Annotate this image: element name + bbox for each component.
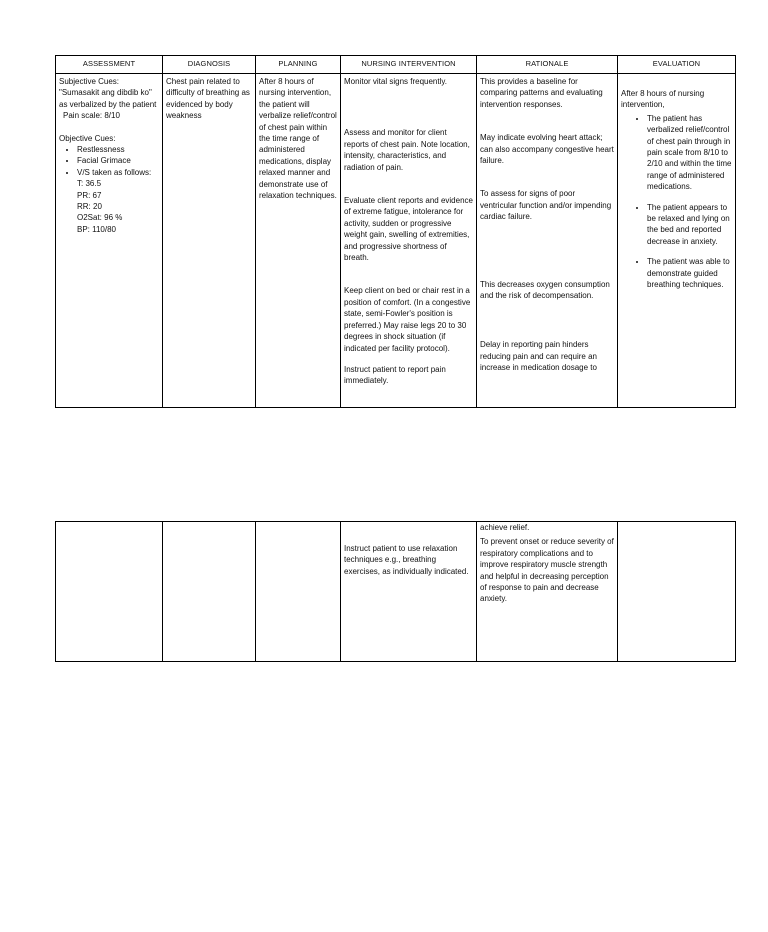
- header-evaluation: EVALUATION: [618, 56, 736, 74]
- table-row: [56, 74, 736, 408]
- list-item: • Restlessness: [77, 144, 159, 155]
- rationale-item: This provides a baseline for comparing patterns and evaluating intervention responses.: [480, 77, 603, 109]
- vital-pulse: PR: 67: [77, 190, 102, 200]
- pain-scale: Pain scale: 8/10: [63, 111, 120, 121]
- planning-cell-empty: [256, 522, 341, 662]
- evaluation-list: [621, 113, 732, 291]
- evaluation-intro: After 8 hours of nursing intervention,: [621, 89, 705, 110]
- intervention-item: Instruct patient to use relaxation techniques e.g., breathing exercises, as individually indicated.: [344, 544, 469, 576]
- rationale-item: Delay in reporting pain hinders reducing pain and can require an increase in medication dosage to: [480, 340, 597, 373]
- vital-bp: BP: 110/80: [77, 224, 116, 234]
- intervention-cell: [341, 74, 477, 408]
- list-item: • The patient has verbalized relief/control of chest pain through in pain scale from 8/10 to 2/10 and within the time range of administered medications.: [647, 113, 732, 193]
- evaluation-cell: [618, 74, 736, 408]
- header-row: [56, 56, 736, 74]
- assessment-cell: [56, 74, 163, 408]
- rationale-item: To assess for signs of poor ventricular function and/or impending cardiac failure.: [480, 189, 612, 222]
- rationale-item: To prevent onset or reduce severity of respiratory complications and to improve respiratory muscle strength and helpful in decreasing perception of response to pain and decrease anxiety.: [480, 537, 614, 604]
- list-item: • Facial Grimace: [77, 155, 159, 166]
- assessment-cell-empty: [56, 522, 163, 662]
- header-diagnosis: DIAGNOSIS: [163, 56, 256, 74]
- subjective-quote: "Sumasakit ang dibdib ko" as verbalized by the patient: [59, 88, 157, 109]
- rationale-cell: [477, 74, 618, 408]
- intervention-item: Monitor vital signs frequently.: [344, 77, 448, 86]
- rationale-cell: [477, 522, 618, 662]
- diagnosis-cell-empty: [163, 522, 256, 662]
- header-rationale: RATIONALE: [477, 56, 618, 74]
- header-nursing-intervention: NURSING INTERVENTION: [341, 56, 477, 74]
- vital-temp: T: 36.5: [77, 179, 102, 189]
- rationale-item: This decreases oxygen consumption and the risk of decompensation.: [480, 279, 610, 301]
- header-assessment: ASSESSMENT: [56, 56, 163, 74]
- intervention-cell: [341, 522, 477, 662]
- care-plan-table-page1: [55, 55, 736, 408]
- evaluation-cell-empty: [618, 522, 736, 662]
- table-row: [56, 522, 736, 662]
- planning-cell: After 8 hours of nursing intervention, the patient will verbalize relief/control of chest pain within the time range of administered medications, display relaxed manner and demonstrate use of relaxation techniques.: [256, 74, 341, 408]
- list-item: • The patient appears to be relaxed and lying on the bed and reported decrease in anxiety.: [647, 202, 732, 248]
- intervention-item: Instruct patient to report pain immediately.: [344, 364, 446, 386]
- objective-list: [59, 144, 159, 178]
- vital-resp: RR: 20: [77, 202, 102, 212]
- intervention-item: Keep client on bed or chair rest in a position of comfort. (In a congestive state, semi-Fowler's position is preferred.) May raise legs 20 to 30 degrees in shock situation (if indicated per facility protocol).: [344, 286, 471, 353]
- list-item: • V/S taken as follows:: [77, 167, 159, 178]
- subjective-label: Subjective Cues:: [59, 77, 120, 86]
- intervention-item: Evaluate client reports and evidence of extreme fatigue, intolerance for activity, sudden or progressive weight gain, swelling of extremities, and progressive shortness of breath.: [344, 196, 473, 263]
- rationale-item: achieve relief.: [480, 523, 530, 532]
- rationale-item: May indicate evolving heart attack; can also accompany congestive heart failure.: [480, 133, 614, 166]
- vital-o2sat: O2Sat: 96 %: [77, 213, 123, 223]
- objective-label: Objective Cues:: [59, 133, 116, 143]
- intervention-item: Assess and monitor for client reports of chest pain. Note location, intensity, characteristics, and radiation of pain.: [344, 128, 470, 172]
- header-planning: PLANNING: [256, 56, 341, 74]
- care-plan-table-page2: [55, 521, 736, 662]
- diagnosis-cell: Chest pain related to difficulty of breathing as evidenced by body weakness: [163, 74, 256, 408]
- list-item: • The patient was able to demonstrate guided breathing techniques.: [647, 256, 732, 290]
